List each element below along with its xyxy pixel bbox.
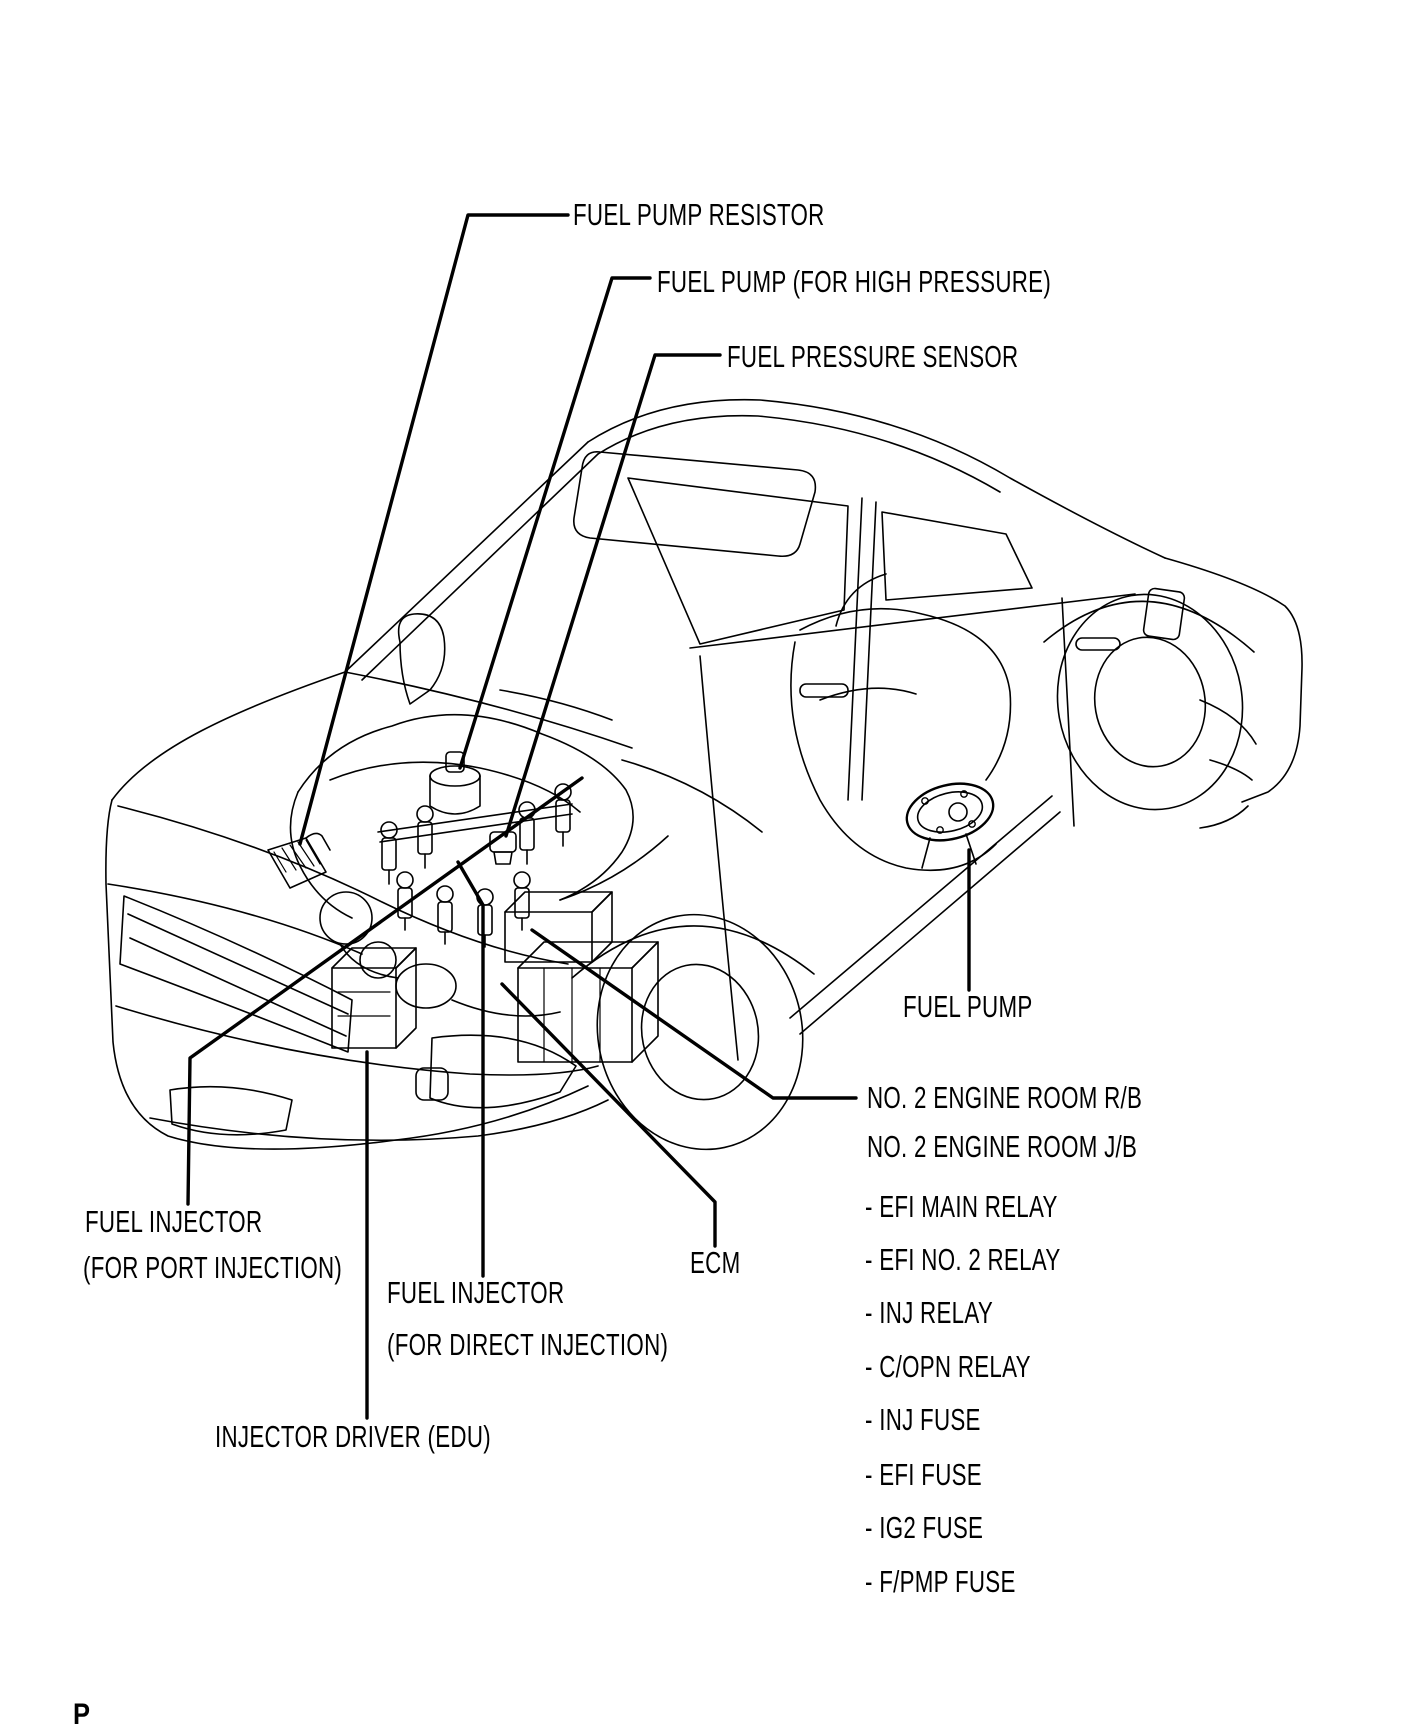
callout-fuel-injector-port-line2: (FOR PORT INJECTION) [83, 1250, 343, 1285]
callout-fuel-injector-direct-line2: (FOR DIRECT INJECTION) [387, 1327, 669, 1362]
rb-item-copn-relay: - C/OPN RELAY [865, 1349, 1031, 1384]
callout-injector-driver-edu: INJECTOR DRIVER (EDU) [215, 1419, 491, 1454]
callout-fuel-pump-high-pressure: FUEL PUMP (FOR HIGH PRESSURE) [657, 264, 1052, 299]
rear-wheel [1041, 580, 1260, 825]
rb-item-inj-fuse: - INJ FUSE [865, 1402, 981, 1437]
callout-fuel-injector-direct-line1: FUEL INJECTOR [387, 1275, 565, 1310]
leader-ecm [502, 984, 715, 1246]
leader-fuel-pump-high-pressure [460, 278, 650, 768]
leader-lines [188, 215, 969, 1418]
callout-ecm: ECM [690, 1245, 741, 1280]
rb-item-efi-main-relay: - EFI MAIN RELAY [865, 1189, 1058, 1224]
seat-cutaway [791, 574, 1011, 870]
rb-item-efi-fuse: - EFI FUSE [865, 1457, 982, 1492]
callout-no2-engine-room-jb: NO. 2 ENGINE ROOM J/B [867, 1129, 1138, 1164]
callout-fuel-pump-resistor: FUEL PUMP RESISTOR [573, 197, 825, 232]
leader-fuel-pump-resistor [300, 215, 568, 844]
edu-box [332, 948, 416, 1048]
relay-box [505, 892, 612, 962]
fuel-injectors-direct [397, 872, 530, 947]
rb-item-fpmp-fuse: - F/PMP FUSE [865, 1564, 1016, 1599]
rb-item-efi-no2-relay: - EFI NO. 2 RELAY [865, 1242, 1061, 1277]
fuel-injectors-port [381, 784, 571, 884]
callout-fuel-injector-port-line1: FUEL INJECTOR [85, 1204, 263, 1239]
leader-injector-direct [458, 862, 483, 1276]
page-marker: P [73, 1698, 91, 1731]
leader-no2-engine-room-rb [532, 930, 856, 1098]
callout-no2-engine-room-rb: NO. 2 ENGINE ROOM R/B [867, 1080, 1143, 1115]
rb-item-ig2-fuse: - IG2 FUSE [865, 1510, 984, 1545]
fuel-pressure-sensor-component [490, 832, 516, 864]
high-pressure-pump-component [430, 752, 480, 814]
callout-fuel-pressure-sensor: FUEL PRESSURE SENSOR [727, 339, 1019, 374]
callout-fuel-pump: FUEL PUMP [903, 989, 1033, 1024]
car-body-outline [106, 400, 1302, 1149]
engine-assembly [290, 715, 668, 1016]
front-wheel [572, 895, 824, 1168]
rb-item-inj-relay: - INJ RELAY [865, 1295, 994, 1330]
